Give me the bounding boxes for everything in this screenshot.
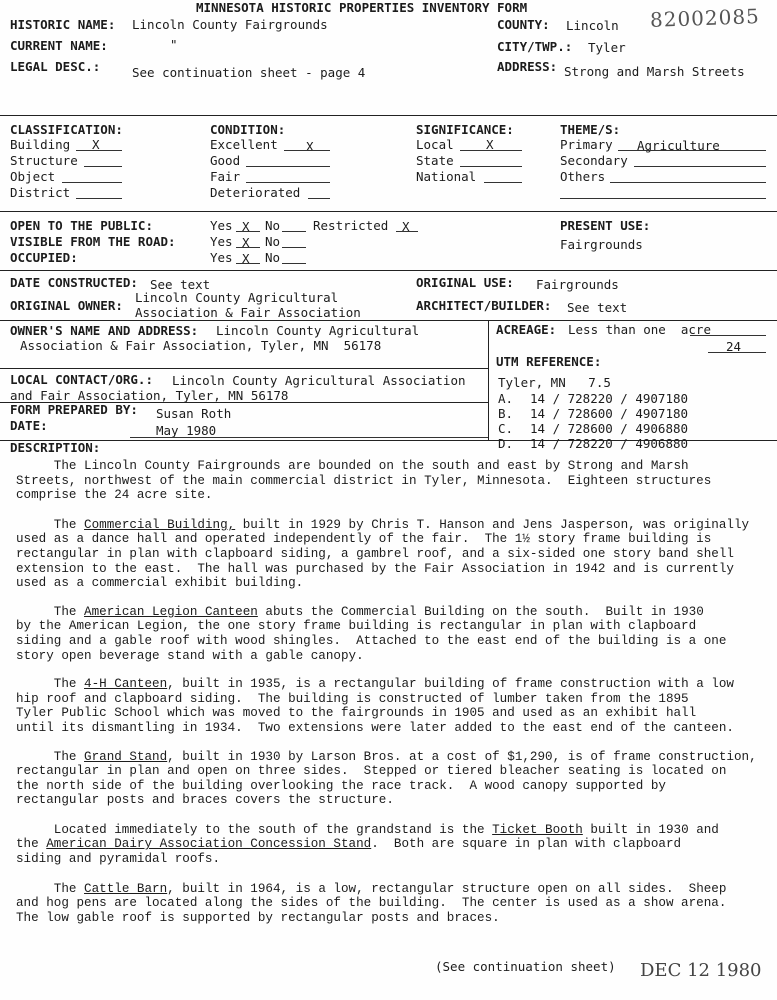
description-text: hip roof and clapboard siding. The building is constructed of lumber taken from the 1895 — [16, 691, 689, 706]
description-line — [16, 721, 756, 736]
description-label: DESCRIPTION: — [10, 440, 101, 455]
divider — [0, 440, 777, 441]
structure-name: Commercial Building, — [84, 517, 236, 532]
structure-name: Grand Stand — [84, 749, 168, 764]
description-line — [16, 619, 756, 634]
structure-name: American Legion Canteen — [84, 604, 258, 619]
description-text: The — [16, 881, 85, 896]
present-use-value: Fairgrounds — [560, 237, 643, 252]
cond-excellent-mark: X — [306, 139, 314, 154]
restricted-label: Restricted — [313, 218, 389, 233]
description-text: , built in 1964, is a low, rectangular structure open on all sides. Sheep — [167, 881, 727, 896]
description-text: rectangular posts and braces covers the structure. — [16, 793, 394, 808]
address-value: Strong and Marsh Streets — [564, 64, 745, 79]
utm-c-id: C. — [498, 421, 514, 436]
class-building-mark: X — [92, 137, 100, 152]
theme-secondary-label: Secondary — [560, 153, 628, 168]
acreage-label: ACREAGE: — [496, 322, 557, 337]
description-line — [16, 576, 756, 591]
description-line — [16, 518, 756, 533]
open-yes-label: Yes — [210, 218, 233, 233]
description-line — [16, 532, 756, 547]
open-no-label: No — [265, 218, 281, 233]
divider — [0, 115, 777, 116]
occupied-yes-label: Yes — [210, 250, 233, 265]
visible-yes-mark: X — [242, 235, 250, 250]
restricted-mark: X — [402, 219, 410, 234]
original-owner-line2: Association & Fair Association — [135, 305, 361, 320]
form-title: MINNESOTA HISTORIC PROPERTIES INVENTORY FORM — [196, 0, 528, 15]
description-line — [16, 882, 756, 897]
description-text: by the American Legion, the one story frame building is rectangular in plan with clapboard — [16, 619, 697, 634]
description-text: story open beverage stand with a gable canopy. — [16, 648, 364, 663]
current-name-value: " — [170, 37, 178, 52]
description-text: The — [16, 517, 85, 532]
occupied-no-label: No — [265, 250, 281, 265]
description-line — [16, 547, 756, 562]
description-text: The low gable roof is supported by rectangular posts and braces. — [16, 910, 500, 925]
description-text: and hog pens are located along the sides of the building. The center is used as a show arena. — [16, 896, 727, 911]
cond-deteriorated-label: Deteriorated — [210, 185, 301, 200]
description-text: used as a dance hall and operated independently of the fair. The 1½ story frame building is — [16, 532, 712, 547]
description-text: The Lincoln County Fairgrounds are bounded on the south and east by Strong and Marsh — [16, 459, 689, 473]
prepared-by-label: FORM PREPARED BY: — [10, 402, 138, 417]
owner-label: OWNER'S NAME AND ADDRESS: — [10, 323, 199, 338]
description-paragraph — [16, 823, 756, 867]
visible-yes-label: Yes — [210, 234, 233, 249]
description-body — [16, 459, 756, 925]
architect-label: ARCHITECT/BUILDER: — [416, 298, 552, 313]
classification-title: CLASSIFICATION: — [10, 122, 123, 137]
cond-excellent-label: Excellent — [210, 137, 278, 152]
description-text: , built in 1935, is a rectangular building of frame construction with a low — [167, 677, 734, 692]
sig-local-mark: X — [486, 137, 494, 152]
owner-line1: Lincoln County Agricultural — [216, 323, 420, 338]
utm-a-id: A. — [498, 391, 514, 406]
description-text: the — [16, 837, 47, 852]
description-text: until its dismantling in 1934. Two extensions were later added to the east end of the canteen. — [16, 720, 734, 735]
county-value: Lincoln — [566, 18, 619, 33]
description-text: extension to the east. The hall was purchased by the Fair Association in 1942 and is currently — [16, 561, 734, 576]
utm-label: UTM REFERENCE: — [496, 354, 602, 369]
description-text: The — [16, 749, 85, 764]
acreage-number: 24 — [726, 339, 742, 354]
date-constructed-value: See text — [150, 277, 211, 292]
cond-fair-label: Fair — [210, 169, 241, 184]
cond-good-label: Good — [210, 153, 241, 168]
historic-name-label: HISTORIC NAME: — [10, 17, 116, 32]
significance-title: SIGNIFICANCE: — [416, 122, 514, 137]
description-text: siding and a gable roof with wood shingles. Attached to the east end of the building is a one — [16, 633, 727, 648]
acreage-value: Less than one acre — [568, 322, 711, 337]
original-use-label: ORIGINAL USE: — [416, 275, 514, 290]
description-text: Tyler Public School which was moved to the fairgrounds in 1905 and used as an exhibit hall — [16, 706, 697, 721]
description-line — [16, 474, 756, 489]
description-text: The — [16, 677, 85, 692]
theme-title: THEME/S: — [560, 122, 621, 137]
date-value: May 1980 — [156, 423, 217, 438]
divider — [0, 211, 777, 212]
description-line — [16, 677, 756, 692]
description-text: Streets, northwest of the main commercial district in Tyler, Minnesota. Eighteen structures — [16, 473, 712, 488]
class-structure-label: Structure — [10, 153, 78, 168]
class-building-label: Building — [10, 137, 71, 152]
description-paragraph — [16, 750, 756, 808]
utm-b-coords: 14 / 728600 / 4907180 — [530, 406, 689, 421]
class-object-label: Object — [10, 169, 56, 184]
legal-desc-label: LEGAL DESC.: — [10, 59, 101, 74]
description-line — [16, 634, 756, 649]
legal-desc-value: See continuation sheet - page 4 — [132, 65, 366, 80]
description-text: rectangular in plan with clapboard siding, a gambrel roof, and a six-sided one story band shell — [16, 546, 734, 561]
description-line — [16, 706, 756, 721]
structure-name: Cattle Barn — [84, 881, 168, 896]
utm-d-id: D. — [498, 436, 514, 451]
class-district-label: District — [10, 185, 71, 200]
structure-name: American Dairy Association Concession Stand — [46, 837, 372, 852]
open-yes-mark: X — [242, 219, 250, 234]
utm-c-coords: 14 / 728600 / 4906880 — [530, 421, 689, 436]
utm-quad: Tyler, MN 7.5 — [498, 375, 611, 390]
continuation-note: (See continuation sheet) — [435, 959, 616, 974]
description-line — [16, 750, 756, 765]
divider — [0, 368, 488, 369]
condition-title: CONDITION: — [210, 122, 286, 137]
description-line — [16, 837, 756, 852]
description-text: the north side of the building overlooking the race track. A wood canopy supported by — [16, 778, 666, 793]
description-line — [16, 823, 756, 838]
visible-road-label: VISIBLE FROM THE ROAD: — [10, 234, 176, 249]
architect-value: See text — [567, 300, 628, 315]
description-paragraph — [16, 677, 756, 735]
sig-state-label: State — [416, 153, 454, 168]
description-text: built in 1930 and — [582, 822, 719, 837]
description-line — [16, 692, 756, 707]
local-contact-line1: Lincoln County Agricultural Association — [172, 373, 466, 388]
description-line — [16, 896, 756, 911]
description-text: rectangular in plan and open on three sides. Stepped or tiered bleacher seating is located on — [16, 764, 727, 779]
utm-a-coords: 14 / 728220 / 4907180 — [530, 391, 689, 406]
date-constructed-label: DATE CONSTRUCTED: — [10, 275, 138, 290]
description-text: comprise the 24 acre site. — [16, 488, 213, 503]
city-value: Tyler — [588, 40, 626, 55]
description-line — [16, 605, 756, 620]
current-name-label: CURRENT NAME: — [10, 38, 108, 53]
original-use-value: Fairgrounds — [536, 277, 619, 292]
description-paragraph — [16, 882, 756, 926]
owner-line2: Association & Fair Association, Tyler, MN 56178 — [20, 338, 382, 353]
county-label: COUNTY: — [497, 17, 550, 32]
description-text: , built in 1930 by Larson Bros. at a cost of $1,290, is of frame construction, — [167, 749, 757, 764]
prepared-by-value: Susan Roth — [156, 406, 232, 421]
structure-name: 4-H Canteen — [84, 677, 168, 692]
open-public-label: OPEN TO THE PUBLIC: — [10, 218, 153, 233]
received-date-stamp: DEC 12 1980 — [640, 960, 762, 981]
theme-others-label: Others — [560, 169, 606, 184]
description-paragraph — [16, 605, 756, 663]
description-text: The — [16, 604, 85, 619]
description-text: siding and pyramidal roofs. — [16, 852, 221, 867]
description-text: abuts the Commercial Building on the south. Built in 1930 — [257, 604, 704, 619]
original-owner-label: ORIGINAL OWNER: — [10, 298, 123, 313]
theme-primary-label: Primary — [560, 137, 613, 152]
description-paragraph — [16, 518, 756, 591]
visible-no-label: No — [265, 234, 281, 249]
present-use-label: PRESENT USE: — [560, 218, 651, 233]
divider — [0, 270, 777, 271]
description-text: . Both are square in plan with clapboard — [371, 837, 682, 852]
description-line — [16, 764, 756, 779]
address-label: ADDRESS: — [497, 59, 558, 74]
utm-d-coords: 14 / 728220 / 4906880 — [530, 436, 689, 451]
utm-b-id: B. — [498, 406, 514, 421]
sig-local-label: Local — [416, 137, 454, 152]
description-text: Located immediately to the south of the grandstand is the — [16, 822, 493, 837]
occupied-yes-mark: X — [242, 251, 250, 266]
description-line — [16, 911, 756, 926]
description-line — [16, 488, 756, 503]
occupied-label: OCCUPIED: — [10, 250, 78, 265]
description-line — [16, 649, 756, 664]
date-label: DATE: — [10, 418, 48, 433]
structure-name: Ticket Booth — [492, 822, 583, 837]
historic-name-value: Lincoln County Fairgrounds — [132, 17, 328, 32]
city-label: CITY/TWP.: — [497, 39, 573, 54]
description-paragraph — [16, 459, 756, 503]
original-owner-line1: Lincoln County Agricultural — [135, 290, 339, 305]
column-divider — [488, 320, 489, 440]
description-line — [16, 459, 756, 474]
local-contact-line2: and Fair Association, Tyler, MN 56178 — [10, 388, 289, 403]
description-text: used as a commercial exhibit building. — [16, 576, 304, 591]
theme-primary-value: Agriculture — [637, 138, 720, 153]
sig-national-label: National — [416, 169, 477, 184]
description-line — [16, 779, 756, 794]
description-line — [16, 852, 756, 867]
reference-number: 82002085 — [649, 4, 761, 32]
description-line — [16, 562, 756, 577]
description-text: built in 1929 by Chris T. Hanson and Jens Jasperson, was originally — [235, 517, 750, 532]
local-contact-label: LOCAL CONTACT/ORG.: — [10, 372, 153, 387]
divider — [0, 320, 777, 321]
description-line — [16, 793, 756, 808]
